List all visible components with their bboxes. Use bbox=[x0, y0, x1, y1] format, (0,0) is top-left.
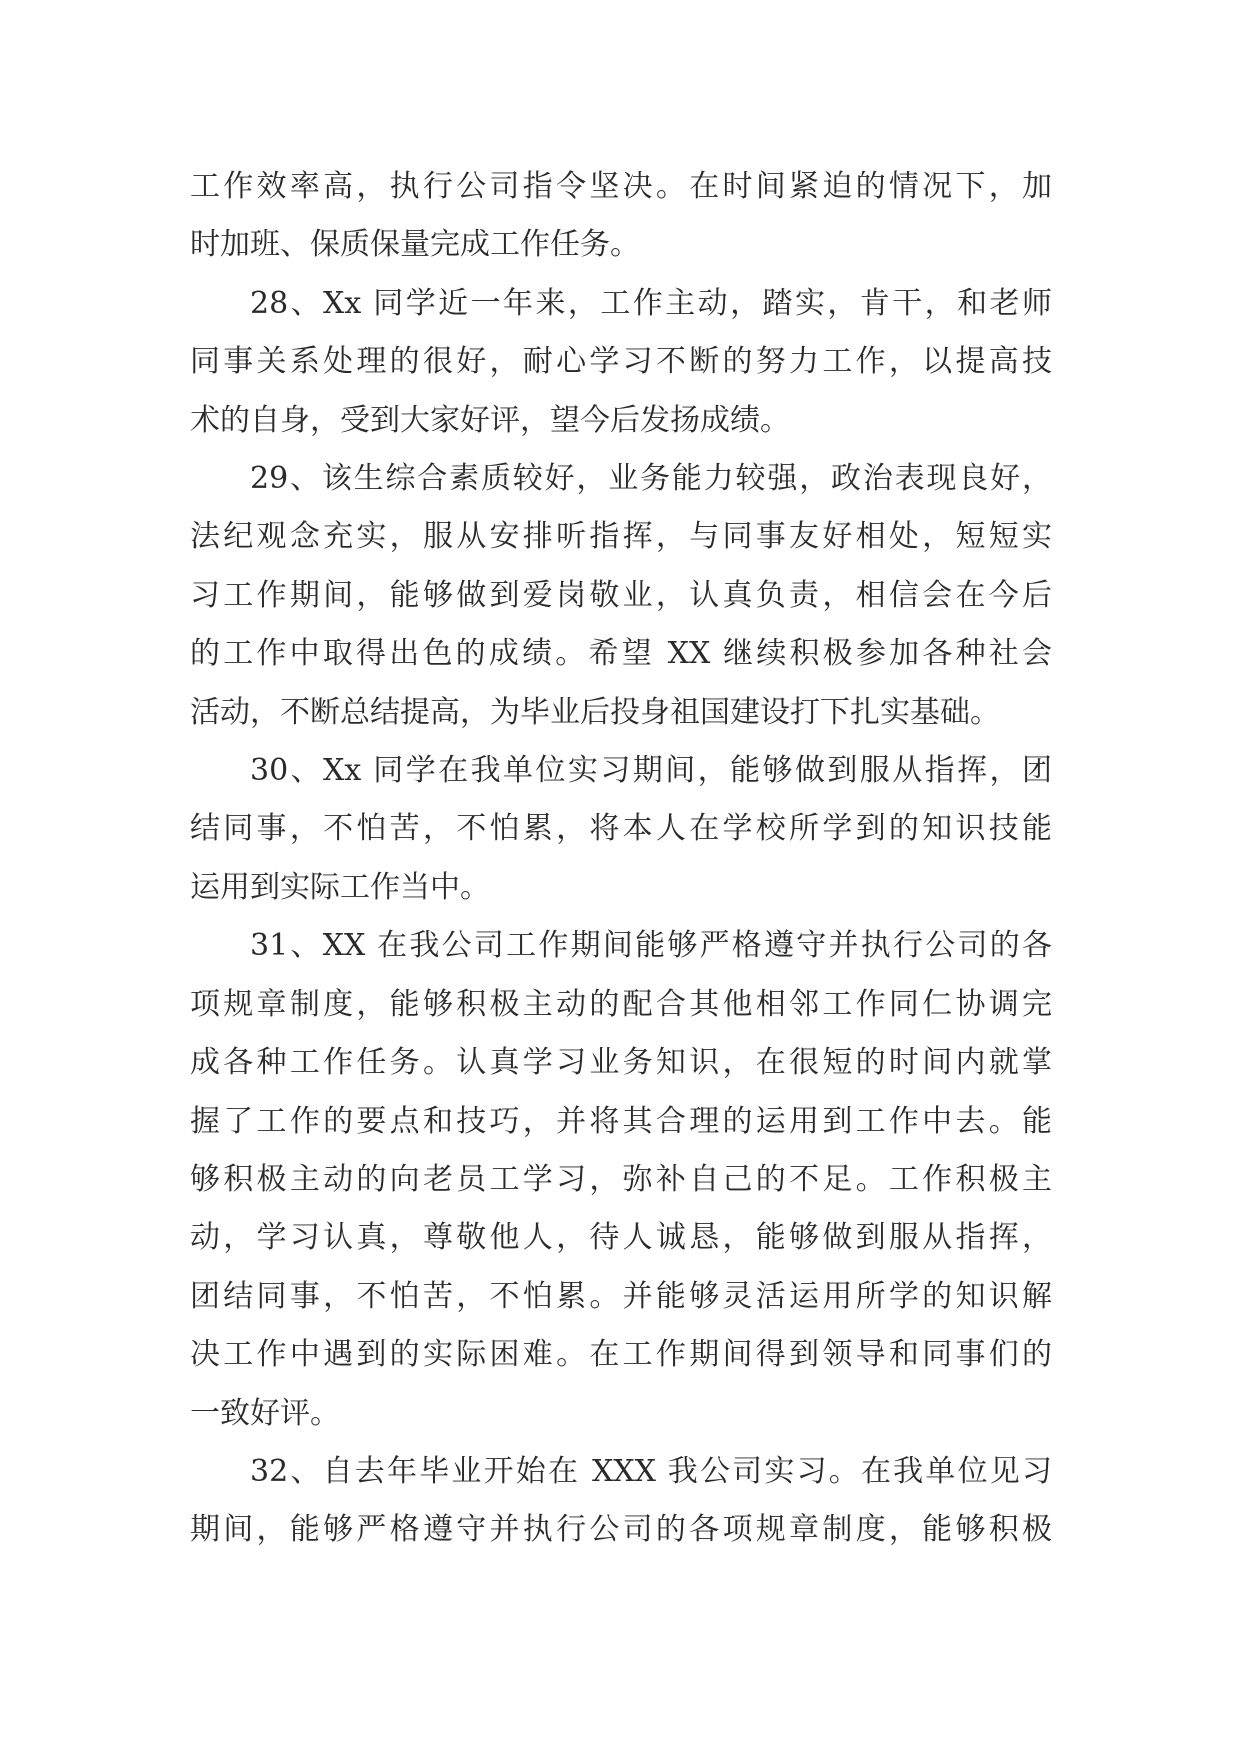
text-line: 握了工作的要点和技巧，并将其合理的运用到工作中去。能 bbox=[190, 1103, 1052, 1139]
document-body bbox=[190, 158, 1052, 1560]
text-line: 运用到实际工作当中。 bbox=[190, 869, 490, 905]
text-line: 活动，不断总结提高，为毕业后投身祖国建设打下扎实基础。 bbox=[190, 694, 1000, 730]
text-line: 够积极主动的向老员工学习，弥补自己的不足。工作积极主 bbox=[190, 1161, 1052, 1197]
text-line: 期间，能够严格遵守并执行公司的各项规章制度，能够积极 bbox=[190, 1512, 1052, 1548]
paragraph-continuation bbox=[190, 158, 1052, 275]
text-line: 成各种工作任务。认真学习业务知识，在很短的时间内就掌 bbox=[190, 1045, 1052, 1081]
text-line: 法纪观念充实，服从安排听指挥，与同事友好相处，短短实 bbox=[190, 519, 1052, 555]
text-line: 31、XX 在我公司工作期间能够严格遵守并执行公司的各 bbox=[250, 928, 1052, 964]
paragraph-item-32 bbox=[190, 1443, 1052, 1560]
text-line: 习工作期间，能够做到爱岗敬业，认真负责，相信会在今后 bbox=[190, 577, 1052, 613]
text-line: 结同事，不怕苦，不怕累，将本人在学校所学到的知识技能 bbox=[190, 811, 1052, 847]
text-line: 一致好评。 bbox=[190, 1395, 340, 1431]
paragraph-item-28 bbox=[190, 275, 1052, 450]
text-line: 项规章制度，能够积极主动的配合其他相邻工作同仁协调完 bbox=[190, 986, 1052, 1022]
text-line: 工作效率高，执行公司指令坚决。在时间紧迫的情况下，加 bbox=[190, 169, 1052, 204]
paragraph-item-31 bbox=[190, 917, 1052, 1443]
text-line: 时加班、保质保量完成工作任务。 bbox=[190, 227, 640, 263]
text-line: 29、该生综合素质较好，业务能力较强，政治表现良好， bbox=[250, 461, 1052, 497]
text-line: 30、Xx 同学在我单位实习期间，能够做到服从指挥，团 bbox=[250, 753, 1052, 789]
text-line: 术的自身，受到大家好评，望今后发扬成绩。 bbox=[190, 402, 790, 438]
text-line: 28、Xx 同学近一年来，工作主动，踏实，肯干，和老师 bbox=[250, 285, 1052, 321]
text-line: 团结同事，不怕苦，不怕累。并能够灵活运用所学的知识解 bbox=[190, 1278, 1052, 1314]
text-line: 的工作中取得出色的成绩。希望 XX 继续积极参加各种社会 bbox=[190, 636, 1052, 672]
text-line: 决工作中遇到的实际困难。在工作期间得到领导和同事们的 bbox=[190, 1337, 1052, 1373]
text-line: 动，学习认真，尊敬他人，待人诚恳，能够做到服从指挥， bbox=[190, 1220, 1052, 1256]
text-line: 32、自去年毕业开始在 XXX 我公司实习。在我单位见习 bbox=[250, 1453, 1052, 1489]
text-line: 同事关系处理的很好，耐心学习不断的努力工作，以提高技 bbox=[190, 344, 1052, 380]
paragraph-item-30 bbox=[190, 742, 1052, 917]
paragraph-item-29 bbox=[190, 450, 1052, 742]
